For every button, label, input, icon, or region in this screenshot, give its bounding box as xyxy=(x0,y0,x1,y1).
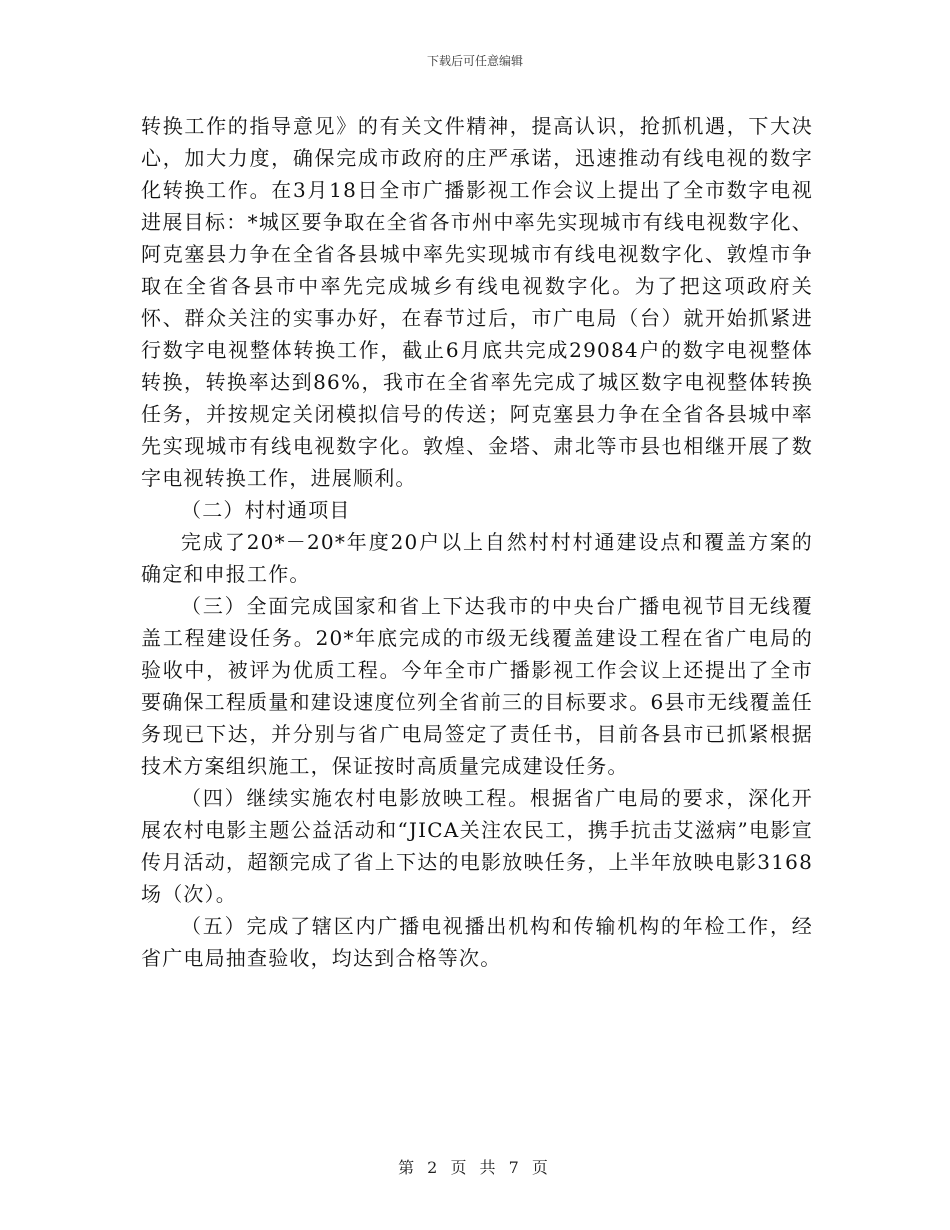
document-body xyxy=(141,110,813,974)
paragraph-village-coverage: 完成了20*－20*年度20户以上自然村村村通建设点和覆盖方案的确定和申报工作。 xyxy=(141,530,813,586)
paragraph-wireless-coverage: （三）全面完成国家和省上下达我市的中央台广播电视节目无线覆盖工程建设任务。20*年底完成的市级无线覆盖建设工程在省广电局的验收中，被评为优质工程。今年全市广播影视工作会议上还提出了全市要确保工程质量和建设速度位列全省前三的目标要求。6县市无线覆盖任务现已下达，并分别与省广电局签定了责任书，目前各县市已抓紧根据技术方案组织施工，保证按时高质量完成建设任务。 xyxy=(141,594,813,778)
paragraph-rural-film: （四）继续实施农村电影放映工程。根据省广电局的要求，深化开展农村电影主题公益活动和“JICA关注农民工，携手抗击艾滋病”电影宣传月活动，超额完成了省上下达的电影放映任务，上半年放映电影3168场（次）。 xyxy=(141,786,813,906)
section-heading-village-coverage: （二）村村通项目 xyxy=(181,498,351,522)
page-header-note: 下载后可任意编辑 xyxy=(426,54,523,68)
paragraph-annual-inspection: （五）完成了辖区内广播电视播出机构和传输机构的年检工作，经省广电局抽查验收，均达到合格等次。 xyxy=(141,914,813,970)
paragraph-digital-tv: 转换工作的指导意见》的有关文件精神，提高认识，抢抓机遇，下大决心，加大力度，确保完成市政府的庄严承诺，迅速推动有线电视的数字化转换工作。在3月18日全市广播影视工作会议上提出了全市数字电视进展目标：*城区要争取在全省各市州中率先实现城市有线电视数字化、阿克塞县力争在全省各县城中率先实现城市有线电视数字化、敦煌市争取在全省各县市中率先完成城乡有线电视数字化。为了把这项政府关怀、群众关注的实事办好，在春节过后，市广电局（台）就开始抓紧进行数字电视整体转换工作，截止6月底共完成29084户的数字电视整体转换，转换率达到86%，我市在全省率先完成了城区数字电视整体转换任务，并按规定关闭模拟信号的传送；阿克塞县力争在全省各县城中率先实现城市有线电视数字化。敦煌、金塔、肃北等市县也相继开展了数字电视转换工作，进展顺利。 xyxy=(141,114,813,490)
page-number: 第 2 页 共 7 页 xyxy=(398,1158,552,1177)
